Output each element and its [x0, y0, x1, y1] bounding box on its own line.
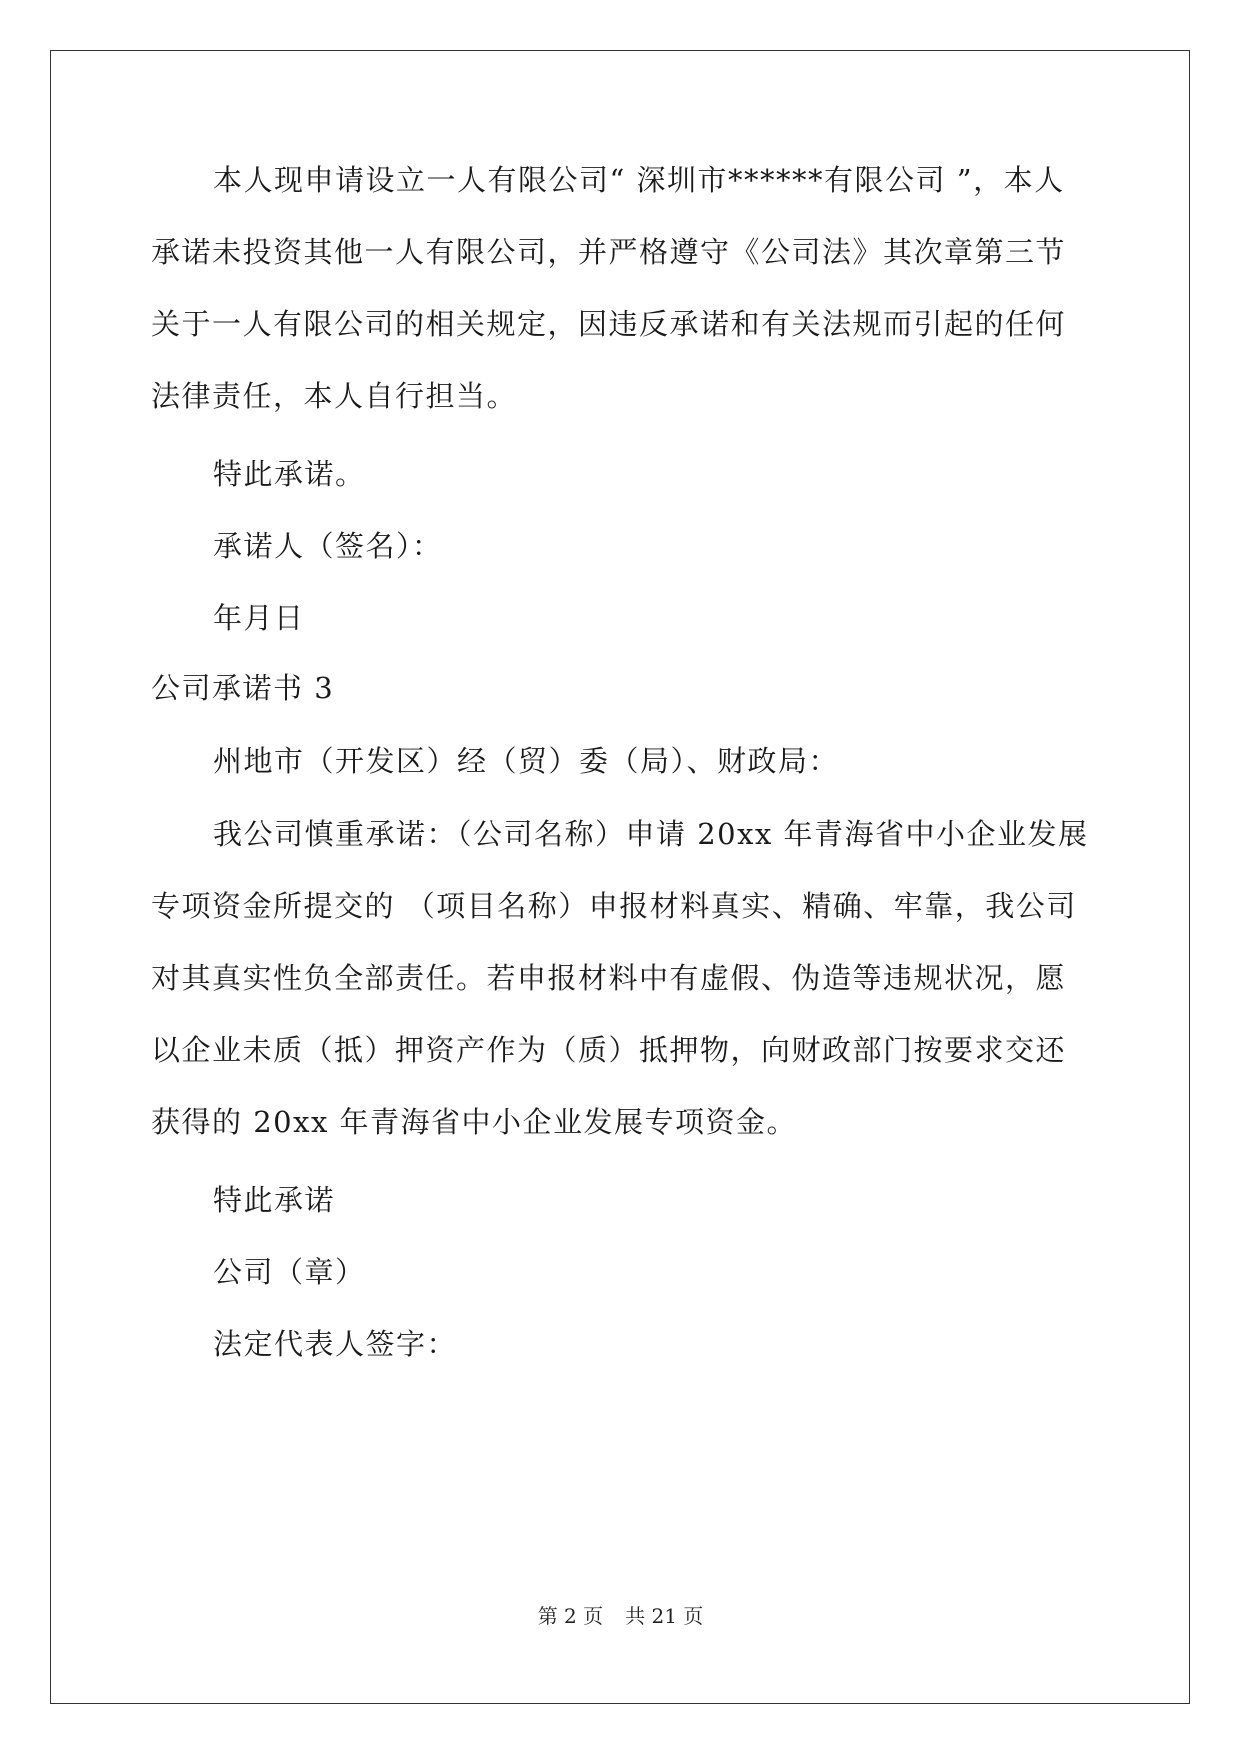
paragraph-2-line-3: 对其真实性负全部责任。若申报材料中有虚假、伪造等违规状况，愿 [151, 961, 1067, 995]
legal-representative-label: 法定代表人签字： [213, 1327, 458, 1361]
page-number: 第 2 页 [537, 1604, 604, 1628]
addressee: 州地市（开发区）经（贸）委（局）、财政局： [213, 744, 840, 778]
paragraph-1-line-4: 法律责任，本人自行担当。 [151, 379, 518, 413]
paragraph-2-line-1: 我公司慎重承诺：（公司名称）申请 20xx 年青海省中小企业发展 [213, 817, 1089, 851]
paragraph-2-line-2: 专项资金所提交的 （项目名称）申报材料真实、精确、牢靠，我公司 [151, 889, 1077, 923]
paragraph-1-line-1: 本人现申请设立一人有限公司“ 深圳市******有限公司 ”，本人 [213, 163, 1065, 197]
closing-statement-2: 特此承诺 [213, 1183, 336, 1217]
page-footer [0, 1600, 1241, 1629]
signer-label: 承诺人（签名）： [213, 529, 443, 563]
total-pages: 共 21 页 [625, 1604, 704, 1628]
date-label: 年月日 [213, 601, 305, 635]
paragraph-2-line-4: 以企业未质（抵）押资产作为（质）抵押物，向财政部门按要求交还 [151, 1033, 1067, 1067]
company-seal-label: 公司（章） [213, 1255, 366, 1289]
paragraph-2-line-5: 获得的 20xx 年青海省中小企业发展专项资金。 [151, 1105, 798, 1139]
paragraph-1-line-3: 关于一人有限公司的相关规定，因违反承诺和有关法规而引起的任何 [151, 307, 1067, 341]
page-frame [50, 50, 1190, 1704]
section-title: 公司承诺书 3 [151, 671, 335, 705]
paragraph-1-line-2: 承诺未投资其他一人有限公司，并严格遵守《公司法》其次章第三节 [151, 235, 1067, 269]
closing-statement-1: 特此承诺。 [213, 457, 366, 491]
